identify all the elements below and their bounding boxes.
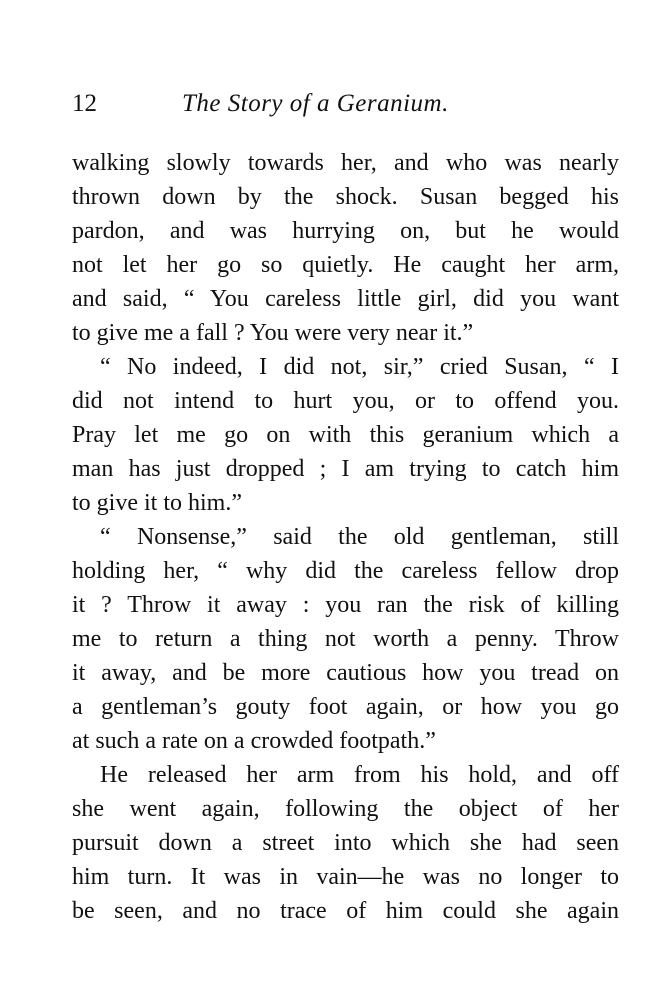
text-line: He released her arm from his hold, and off: [100, 762, 619, 788]
text-line: at such a rate on a crowded footpath.”: [72, 728, 436, 754]
text-line: to give me a fall ? You were very near it.”: [72, 320, 474, 346]
text-line: be seen, and no trace of him could she again: [72, 898, 619, 924]
page-number: 12: [72, 90, 97, 117]
text-line: to give it to him.”: [72, 490, 242, 516]
text-line: “ Nonsense,” said the old gentleman, still: [100, 524, 619, 550]
text-line: thrown down by the shock. Susan begged his: [72, 184, 619, 210]
text-line: him turn. It was in vain—he was no longer to: [72, 864, 619, 890]
text-line: and said, “ You careless little girl, did you want: [72, 286, 619, 312]
body-text: [72, 146, 619, 928]
text-line: did not intend to hurt you, or to offend you.: [72, 388, 619, 414]
text-line: “ No indeed, I did not, sir,” cried Susan, “ I: [100, 354, 619, 380]
text-line: a gentleman’s gouty foot again, or how you go: [72, 694, 619, 720]
running-head: [72, 90, 617, 130]
text-line: she went again, following the object of her: [72, 796, 619, 822]
text-line: not let her go so quietly. He caught her arm,: [72, 252, 619, 278]
text-line: pardon, and was hurrying on, but he would: [72, 218, 619, 244]
text-line: holding her, “ why did the careless fellow drop: [72, 558, 619, 584]
text-line: pursuit down a street into which she had seen: [72, 830, 619, 856]
book-title: The Story of a Geranium.: [182, 90, 449, 117]
text-line: it away, and be more cautious how you tread on: [72, 660, 619, 686]
text-line: walking slowly towards her, and who was nearly: [72, 150, 619, 176]
text-line: Pray let me go on with this geranium which a: [72, 422, 619, 448]
text-line: it ? Throw it away : you ran the risk of killing: [72, 592, 619, 618]
text-line: man has just dropped ; I am trying to catch him: [72, 456, 619, 482]
text-line: me to return a thing not worth a penny. Throw: [72, 626, 619, 652]
